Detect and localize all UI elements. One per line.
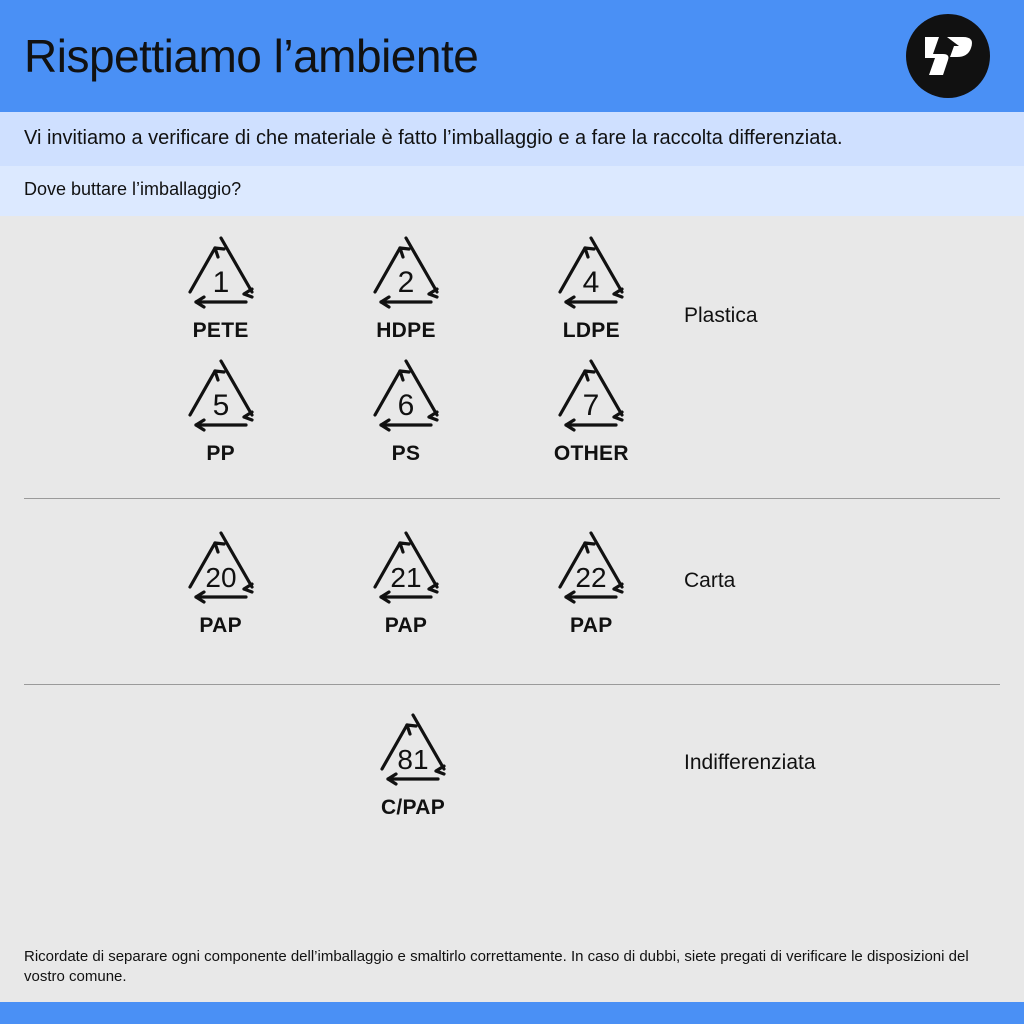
- subtitle-band: [0, 112, 1024, 166]
- symbol-row: [24, 707, 684, 820]
- symbol-label: PS: [391, 441, 421, 465]
- symbol-label: HDPE: [376, 318, 436, 342]
- symbol-label: C/PAP: [380, 795, 446, 819]
- section-indifferenziata: [24, 685, 1000, 834]
- section-indifferenziata-symbols: [24, 707, 684, 820]
- section-label: Plastica: [684, 303, 758, 327]
- subtitle-text: Vi invitiamo a verificare di che materiale è fatto l’imballaggio e a fare la raccolta differenziata.: [24, 127, 843, 149]
- symbols-body: [0, 216, 1024, 1002]
- symbol-row: [24, 353, 684, 466]
- symbol-number: 1: [212, 265, 229, 299]
- recycle-triangle-icon: [536, 230, 646, 318]
- recycling-symbol: [313, 230, 498, 343]
- section-carta: [24, 499, 1000, 656]
- symbol-label: LDPE: [562, 318, 620, 342]
- recycle-triangle-icon: [166, 525, 276, 613]
- section-plastica-symbols: [24, 230, 684, 466]
- section-label: Carta: [684, 569, 736, 593]
- recycle-triangle-icon: [351, 353, 461, 441]
- section-carta-symbols: [24, 525, 684, 638]
- recycle-triangle-icon: [166, 353, 276, 441]
- symbol-number: 7: [582, 388, 600, 422]
- section-plastica: [24, 216, 1000, 466]
- recycle-triangle-icon: [536, 525, 646, 613]
- symbol-number: 20: [205, 561, 237, 593]
- footer-note: Ricordate di separare ogni componente dell’imballaggio e smaltirlo correttamente. In caso di dubbi, siete pregati di verificare le disposizioni del vostro comune.: [24, 948, 969, 986]
- page-header: [0, 0, 1024, 112]
- symbol-number: 4: [582, 265, 600, 299]
- symbol-row: [24, 525, 684, 638]
- recycle-triangle-icon: [166, 230, 276, 318]
- symbol-label: PP: [206, 441, 235, 465]
- symbol-label: OTHER: [553, 441, 629, 465]
- symbol-label: PAP: [199, 613, 242, 637]
- recycling-symbol: [318, 707, 508, 820]
- symbol-number: 6: [397, 388, 415, 422]
- recycling-symbol: [499, 525, 684, 638]
- recycling-symbol: [499, 230, 684, 343]
- symbol-number: 81: [397, 743, 429, 775]
- symbol-label: PAP: [570, 613, 613, 637]
- symbol-number: 22: [575, 561, 607, 593]
- recycling-symbol: [313, 353, 498, 466]
- symbol-number: 5: [212, 388, 229, 422]
- recycle-triangle-icon: [358, 707, 468, 795]
- recycle-triangle-icon: [536, 353, 646, 441]
- symbol-label: PAP: [384, 613, 428, 637]
- question-text: Dove buttare l’imballaggio?: [24, 179, 242, 199]
- section-label: Indifferenziata: [684, 751, 816, 775]
- recycling-symbol: [128, 353, 313, 466]
- recycling-symbol: [128, 230, 313, 343]
- symbol-row: [24, 230, 684, 343]
- recycling-symbol: [128, 525, 313, 638]
- recycling-symbol: [499, 353, 684, 466]
- recycling-symbol: [313, 525, 498, 638]
- symbol-number: 21: [390, 561, 422, 593]
- recycle-triangle-icon: [351, 230, 461, 318]
- symbol-label: PETE: [192, 318, 249, 342]
- recycle-triangle-icon: [351, 525, 461, 613]
- question-band: [0, 166, 1024, 216]
- symbol-number: 2: [397, 265, 415, 299]
- hp-logo-icon: [906, 14, 990, 98]
- page-title: Rispettiamo l’ambiente: [24, 30, 479, 82]
